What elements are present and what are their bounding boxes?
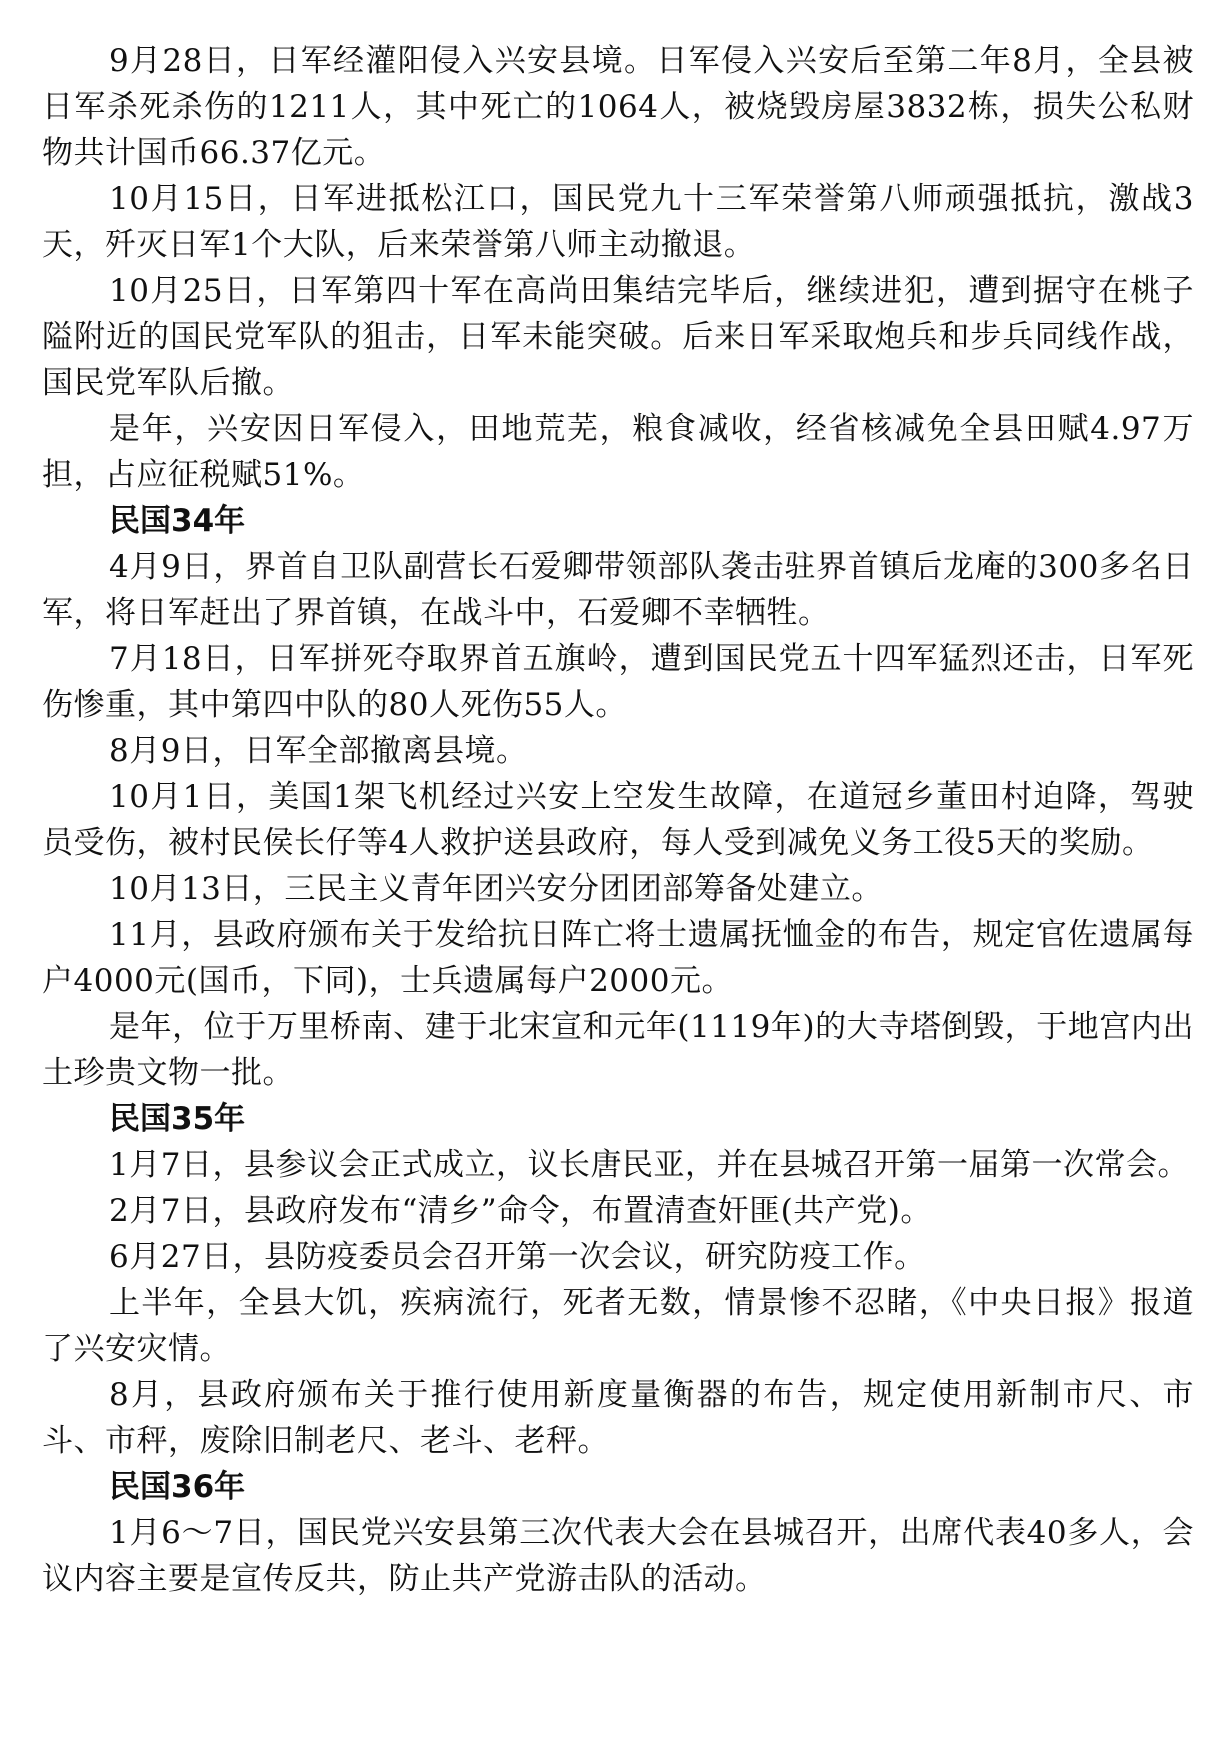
entry-1945-aug-9: 8月9日，日军全部撤离县境。 — [109, 733, 528, 769]
entry-1945-oct-1: 10月1日，美国1架飞机经过兴安上空发生故障，在道冠乡董田村迫降，驾驶员受伤，被村民侯长仔等4人救护送县政府，每人受到减免义务工役5天的奖励。 — [42, 779, 1194, 861]
year-heading-35: 民国35年 — [109, 1101, 246, 1137]
entry-1945-apr-9: 4月9日，界首自卫队副营长石爱卿带领部队袭击驻界首镇后龙庵的300多名日军，将日军赶出了界首镇，在战斗中，石爱卿不幸牺牲。 — [42, 549, 1194, 631]
entry-1944-year-summary: 是年，兴安因日军侵入，田地荒芜，粮食减收，经省核减免全县田赋4.97万担，占应征税赋51%。 — [42, 411, 1194, 493]
entry-1947-jan-6-7: 1月6～7日，国民党兴安县第三次代表大会在县城召开，出席代表40多人，会议内容主要是宣传反共，防止共产党游击队的活动。 — [42, 1515, 1194, 1597]
entry-1944-oct-25: 10月25日，日军第四十军在高尚田集结完毕后，继续进犯，遭到据守在桃子隘附近的国民党军队的狙击，日军未能突破。后来日军采取炮兵和步兵同线作战，国民党军队后撤。 — [42, 273, 1194, 401]
entry-1944-oct-15: 10月15日，日军进抵松江口，国民党九十三军荣誉第八师顽强抵抗，激战3天，歼灭日军1个大队，后来荣誉第八师主动撤退。 — [42, 181, 1194, 263]
year-heading-34: 民国34年 — [109, 503, 246, 539]
entry-1945-oct-13: 10月13日，三民主义青年团兴安分团团部筹备处建立。 — [109, 871, 883, 907]
entry-1945-jul-18: 7月18日，日军拼死夺取界首五旗岭，遭到国民党五十四军猛烈还击，日军死伤惨重，其中第四中队的80人死伤55人。 — [42, 641, 1194, 723]
entry-1946-feb-7: 2月7日，县政府发布“清乡”命令，布置清查奸匪(共产党)。 — [109, 1193, 932, 1229]
entry-1946-jan-7: 1月7日，县参议会正式成立，议长唐民亚，并在县城召开第一届第一次常会。 — [109, 1147, 1189, 1183]
entry-1946-aug: 8月，县政府颁布关于推行使用新度量衡器的布告，规定使用新制市尺、市斗、市秤，废除旧制老尺、老斗、老秤。 — [42, 1377, 1194, 1459]
entry-1945-nov: 11月，县政府颁布关于发给抗日阵亡将士遗属抚恤金的布告，规定官佐遗属每户4000元(国币，下同)，士兵遗属每户2000元。 — [42, 917, 1194, 999]
entry-1944-sep-28: 9月28日，日军经灌阳侵入兴安县境。日军侵入兴安后至第二年8月，全县被日军杀死杀伤的1211人，其中死亡的1064人，被烧毁房屋3832栋，损失公私财物共计国币66.37亿元。 — [42, 43, 1194, 171]
entry-1946-first-half: 上半年，全县大饥，疾病流行，死者无数，情景惨不忍睹，《中央日报》报道了兴安灾情。 — [42, 1285, 1194, 1367]
entry-1946-jun-27: 6月27日，县防疫委员会召开第一次会议，研究防疫工作。 — [109, 1239, 926, 1275]
year-heading-36: 民国36年 — [109, 1469, 246, 1505]
entry-1945-year-summary: 是年，位于万里桥南、建于北宋宣和元年(1119年)的大寺塔倒毁，于地宫内出土珍贵文物一批。 — [42, 1009, 1194, 1091]
